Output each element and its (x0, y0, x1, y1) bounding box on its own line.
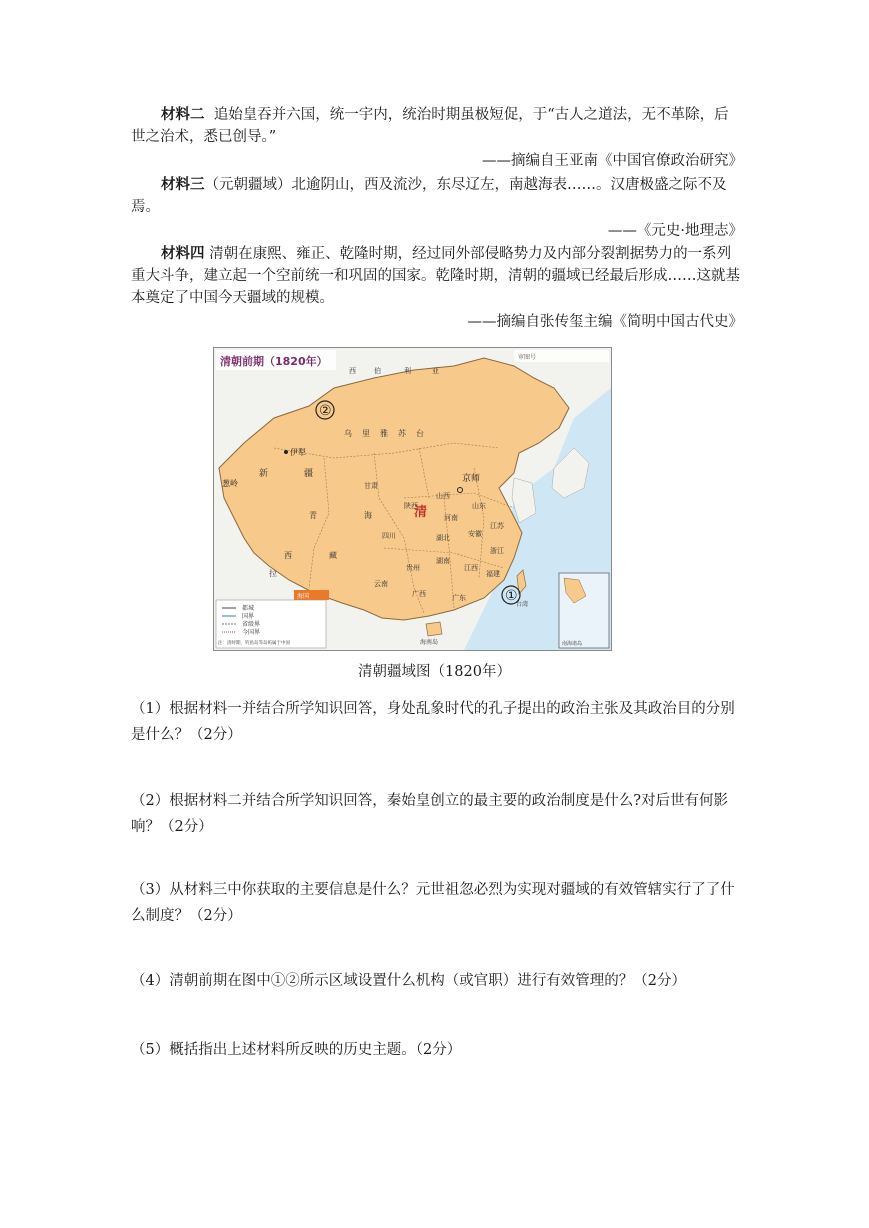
label-shaanxi: 陕西 (404, 502, 418, 510)
map-stamp-text: 审图号 (518, 354, 537, 361)
question-4: （4）清朝前期在图中①②所示区域设置什么机构（或官职）进行有效管理的？（2分） (131, 973, 686, 989)
label-anhui: 安徽 (468, 530, 482, 538)
material-2-label: 材料二 (161, 106, 205, 123)
material-3-source: ——《元史·地理志》 (607, 223, 743, 239)
material-4-text: 清朝在康熙、雍正、乾隆时期，经过同外部侵略势力及内部分裂割据势力的一系列重大斗争，建立起一个空前统一和巩固的国家。乾隆时期，清朝的疆域已经最后形成……这就基本奠定了中国今天疆域的规模。 (131, 246, 740, 306)
question-3: （3）从材料三中你获取的主要信息是什么？元世祖忽必烈为实现对疆域的有效管辖实行了了什么制度？（2分） (131, 882, 735, 924)
material-2-paragraph (131, 104, 741, 148)
label-xinjiang-2: 疆 (304, 469, 314, 479)
material-2-text: 追始皇吞并六国，统一宇内，统治时期虽极短促，于“古人之道法，无不革除，后世之治术，悉已创导。” (131, 107, 729, 145)
label-shandong: 山东 (472, 502, 486, 510)
label-jiangsu: 江苏 (490, 522, 504, 530)
legend-jin: 今国界 (242, 629, 261, 636)
marker-2-label: ② (319, 403, 332, 419)
yili-dot (284, 450, 288, 454)
label-guizhou: 贵州 (406, 564, 420, 572)
label-zhejiang: 浙江 (490, 547, 504, 555)
label-bo: 伯 (374, 367, 381, 375)
label-henan: 河南 (444, 514, 458, 522)
label-hubei: 湖北 (436, 534, 450, 542)
map-title: 清朝前期（1820年） (220, 355, 328, 368)
label-xi: 西 (349, 367, 356, 375)
material-3-text: （元朝疆域）北逾阴山，西及流沙，东尽辽左，南越海表……。汉唐极盛之际不及焉。 (131, 177, 727, 215)
material-3-paragraph (131, 174, 741, 218)
material-4-paragraph (131, 243, 741, 309)
legend-tag-text: 海国 (297, 593, 310, 600)
hainan-island (426, 622, 442, 636)
label-qinghai-2: 海 (364, 511, 372, 520)
label-wuliya-2: 里 (362, 429, 370, 438)
label-li: 利 (404, 367, 411, 375)
map-caption: 清朝疆域图（1820年） (358, 664, 511, 680)
label-shanxi: 山西 (436, 492, 450, 500)
label-gansu: 甘肃 (364, 482, 378, 490)
question-1: （1）根据材料一并结合所学知识回答，身处乱象时代的孔子提出的政治主张及其政治目的分别是什么？（2分） (131, 701, 735, 743)
legend-note: 注：清时期，钓鱼岛等岛屿属于中国 (218, 641, 290, 646)
label-qing: 清 (414, 505, 428, 520)
label-lasa: 拉 (269, 569, 277, 578)
label-wuliya-3: 雅 (380, 429, 388, 438)
label-wuliya-4: 苏 (398, 429, 406, 438)
label-fujian: 福建 (486, 570, 500, 578)
legend-sheng: 省级界 (242, 621, 261, 628)
label-xizang-2: 藏 (329, 551, 337, 560)
label-jingshi: 京师 (462, 474, 481, 484)
label-jiangxi: 江西 (464, 564, 478, 572)
label-wuliya-5: 台 (416, 429, 424, 438)
label-wuliya-1: 乌 (344, 429, 352, 438)
label-ya: 亚 (432, 367, 439, 375)
label-nanhai-zhudao: 南海诸岛 (562, 641, 583, 647)
legend-du: 都城 (242, 605, 255, 612)
label-xizang-1: 西 (284, 551, 292, 560)
material-4-label: 材料四 (161, 245, 205, 262)
qing-territory-map (213, 347, 612, 651)
label-guangxi: 广西 (412, 590, 426, 598)
map-svg (214, 348, 611, 650)
label-yunnan: 云南 (374, 580, 388, 588)
material-2-source: ——摘编自王亚南《中国官僚政治研究》 (482, 153, 743, 169)
marker-1-label: ① (505, 588, 518, 604)
material-4-source: ——摘编自张传玺主编《简明中国古代史》 (467, 314, 743, 330)
label-qinghai-1: 青 (309, 511, 317, 520)
question-2: （2）根据材料二并结合所学知识回答，秦始皇创立的最主要的政治制度是什么?对后世有何影响？（2分） (131, 793, 728, 835)
material-3-label: 材料三 (161, 176, 205, 193)
label-hainan: 海南岛 (420, 639, 439, 646)
label-sichuan: 四川 (382, 532, 396, 540)
label-guangdong: 广东 (452, 594, 466, 602)
label-yili: 伊犁 (290, 448, 306, 457)
label-xinjiang-1: 新 (259, 469, 269, 479)
label-taiwan: 台湾 (516, 601, 529, 608)
legend-guo: 国界 (242, 613, 255, 620)
question-5: （5）概括指出上述材料所反映的历史主题。（2分） (131, 1042, 462, 1058)
label-hunan: 湖南 (436, 557, 450, 565)
label-congling: 葱岭 (222, 479, 238, 488)
